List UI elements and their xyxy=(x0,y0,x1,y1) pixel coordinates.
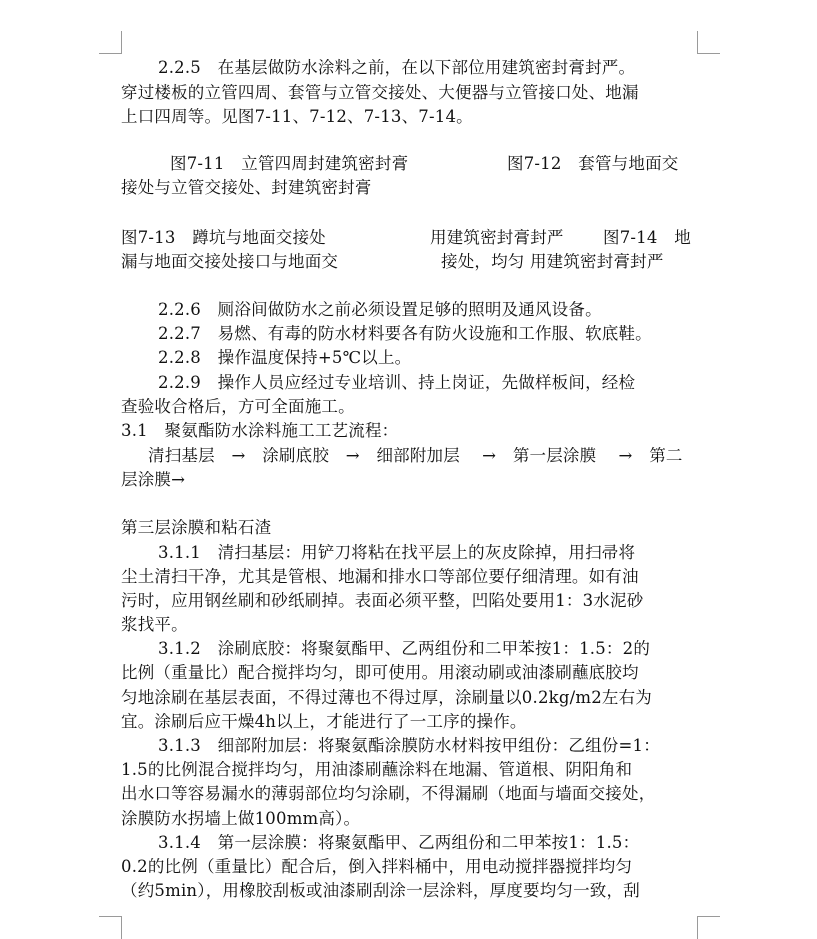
paragraph-line: （约5min），用橡胶刮板或油漆刷刮涂一层涂料，厚度要均匀一致，刮 xyxy=(121,881,640,900)
paragraph-line: 出水口等容易漏水的薄弱部位均匀涂刷，不得漏刷（地面与墙面交接处， xyxy=(121,784,656,803)
paragraph-line: 浆找平。 xyxy=(121,615,188,634)
paragraph-line: 穿过楼板的立管四周、套管与立管交接处、大便器与立管接口处、地漏 xyxy=(121,83,639,102)
figure-caption: 漏与地面交接处接口与地面交 xyxy=(121,252,339,271)
paragraph-line: 0.2的比例（重量比）配合后，倒入拌料桶中，用电动搅拌器搅拌均匀 xyxy=(121,857,633,876)
paragraph-line: 上口四周等。见图7-11、7-12、7-13、7-14。 xyxy=(121,107,473,126)
process-flow-line: 清扫基层 → 涂刷底胶 → 细部附加层 → 第一层涂膜 → 第二 xyxy=(148,446,683,465)
paragraph-line: 2.2.5 在基层做防水涂料之前，在以下部位用建筑密封膏封严。 xyxy=(158,58,636,77)
process-flow-line: 层涂膜→ xyxy=(121,470,186,489)
paragraph-line: 2.2.9 操作人员应经过专业培训、持上岗证，先做样板间，经检 xyxy=(158,373,636,392)
paragraph-line: 2.2.7 易燃、有毒的防水材料要各有防火设施和工作服、软底鞋。 xyxy=(158,324,652,343)
paragraph-line: 3.1.4 第一层涂膜：将聚氨酯甲、乙两组份和二甲苯按1：1.5： xyxy=(158,833,640,852)
paragraph-line: 2.2.8 操作温度保持+5℃以上。 xyxy=(158,348,412,367)
figure-caption: 接处，均匀 用建筑密封膏封严 xyxy=(441,252,664,271)
page-corner-mark xyxy=(99,916,122,939)
paragraph-line: 涂膜防水拐墙上做100mm高）。 xyxy=(121,809,361,828)
paragraph-line: 匀地涂刷在基层表面，不得过薄也不得过厚，涂刷量以0.2kg/m2左右为 xyxy=(121,688,653,707)
paragraph-line: 2.2.6 厕浴间做防水之前必须设置足够的照明及通风设备。 xyxy=(158,300,602,319)
figure-caption: 接处与立管交接处、封建筑密封膏 xyxy=(121,178,372,197)
paragraph-line: 比例（重量比）配合搅拌均匀，即可使用。用滚动刷或油漆刷蘸底胶均 xyxy=(121,663,639,682)
figure-caption: 图7-13 蹲坑与地面交接处 xyxy=(121,228,326,247)
paragraph-line: 查验收合格后，方可全面施工。 xyxy=(121,397,355,416)
paragraph-line: 3.1.1 清扫基层：用铲刀将粘在找平层上的灰皮除掉，用扫帚将 xyxy=(158,543,636,562)
paragraph-line: 污时，应用钢丝刷和砂纸刷掉。表面必须平整，凹陷处要用1：3水泥砂 xyxy=(121,591,644,610)
paragraph-line: 宜。涂刷后应干燥4h以上，才能进行了一工序的操作。 xyxy=(121,712,527,731)
paragraph-line: 3.1.3 细部附加层：将聚氨酯涂膜防水材料按甲组份：乙组份=1： xyxy=(158,736,660,755)
paragraph-line: 尘土清扫干净，尤其是管根、地漏和排水口等部位要仔细清理。如有油 xyxy=(121,567,639,586)
figure-caption: 图7-12 套管与地面交 xyxy=(507,154,679,173)
paragraph-line: 1.5的比例混合搅拌均匀，用油漆刷蘸涂料在地漏、管道根、阴阳角和 xyxy=(121,760,633,779)
figure-caption: 图7-14 地 xyxy=(603,228,691,247)
figure-caption: 用建筑密封膏封严 xyxy=(430,228,564,247)
figure-caption: 图7-11 立管四周封建筑密封膏 xyxy=(170,154,409,173)
section-heading: 3.1 聚氨酯防水涂料施工工艺流程： xyxy=(121,421,399,440)
paragraph-line: 3.1.2 涂刷底胶：将聚氨酯甲、乙两组份和二甲苯按1：1.5：2的 xyxy=(158,639,651,658)
page-corner-mark xyxy=(697,916,720,939)
page-corner-mark xyxy=(697,31,720,54)
page-corner-mark xyxy=(99,31,122,54)
process-flow-line: 第三层涂膜和粘石渣 xyxy=(121,518,272,537)
